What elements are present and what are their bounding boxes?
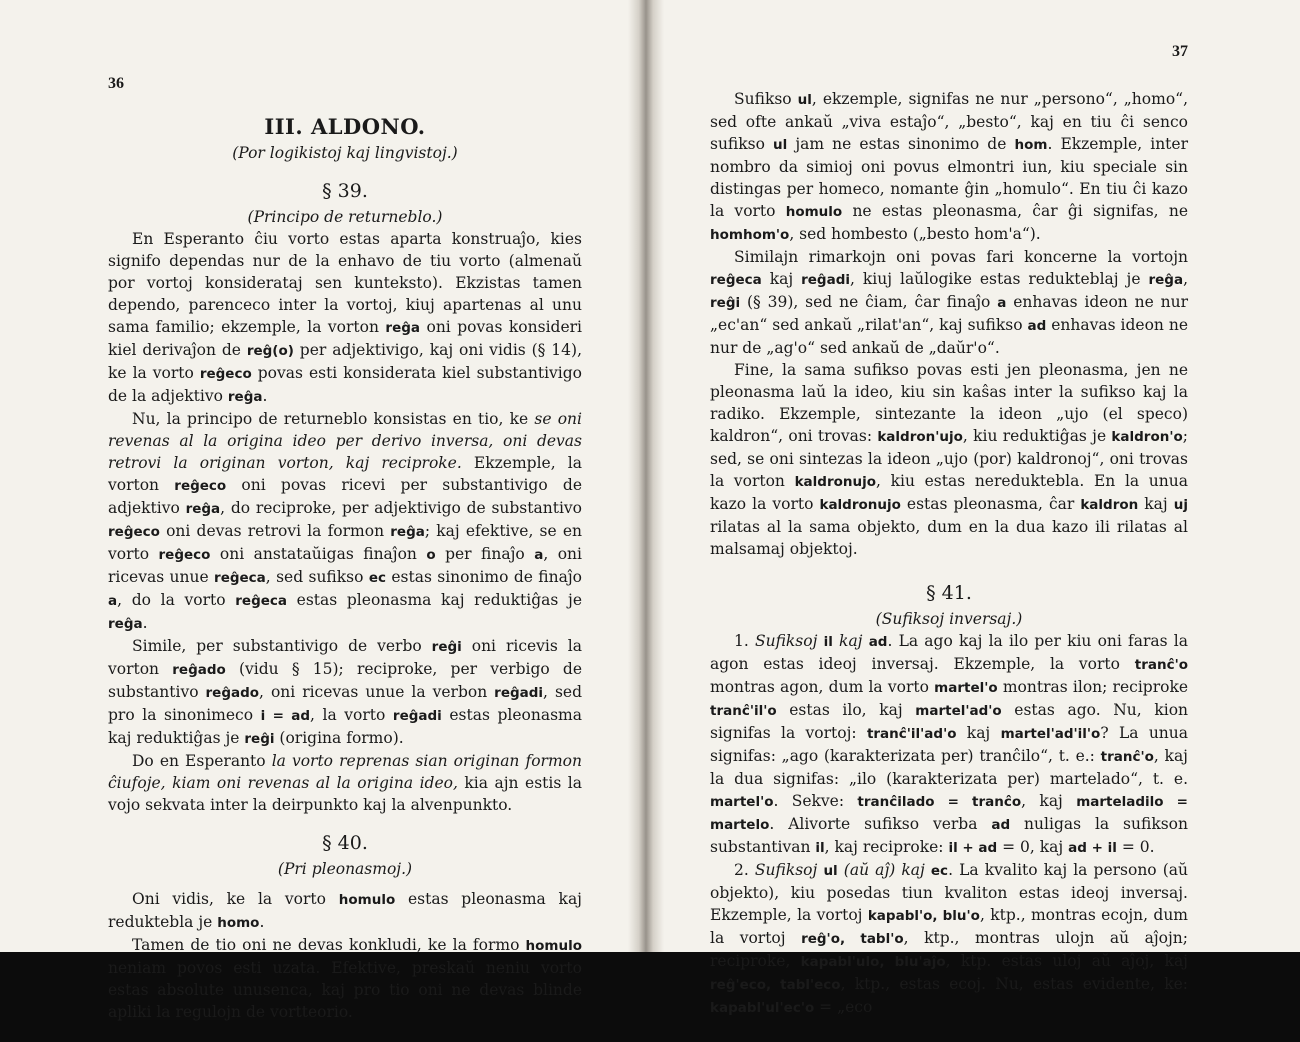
- bold-term: il: [815, 840, 825, 856]
- text-run: Sufikso: [734, 90, 798, 108]
- text-run: , ktp., estas ecoj. Nu, estas evidente, ke:: [840, 975, 1189, 993]
- left-page: [108, 0, 583, 1021]
- text-run: oni ricevis la vorton: [108, 637, 582, 678]
- page-number: 37: [1172, 43, 1188, 60]
- paragraph: [108, 750, 582, 816]
- paragraph: [108, 408, 582, 635]
- text-run: estas sinonimo de finaĵo: [385, 568, 582, 586]
- bold-term: reĝadi: [494, 685, 544, 701]
- text-run: oni povas ricevi per substantivigo de adjektivo: [108, 476, 583, 517]
- section-heading: § 39.: [322, 180, 368, 202]
- text-run: estas pleonasma, ĉar: [900, 495, 1081, 513]
- italic-text: se oni revenas al la origina ideo per derivo inversa, oni devas retrovi la originan vorton, kaj reciproke.: [108, 410, 582, 472]
- section-subtitle: (Pri pleonasmoj.): [277, 860, 413, 878]
- section-subtitle: (Sufiksoj inversaj.): [875, 610, 1023, 628]
- bold-term: ul: [797, 92, 812, 108]
- text-run: kia ajn estis la vojo sekvata inter la deirpunkto kaj la alvenpunkto.: [108, 774, 582, 814]
- bold-term: homhom'o: [710, 227, 790, 243]
- text-run: enhavas ideon ne nur „ec'an“ sed ankaŭ „rilat'an“, kaj sufikso: [710, 293, 1189, 334]
- book-gutter-shadow: [628, 0, 664, 952]
- text-run: , sed hombesto („besto hom'a“).: [789, 225, 1041, 243]
- text-run: , ekzemple, signifas ne nur „persono“, „homo“, sed ofte ankaŭ „viva estaĵo“, „besto“, kaj en tiu ĉi senco sufikso: [710, 90, 1188, 153]
- text-run: per adjektivigo, kaj oni vidis (§ 14), ke la vorto: [108, 341, 582, 382]
- text-run: Simile, per substantivigo de verbo: [132, 637, 432, 655]
- text-run: per finaĵo: [435, 545, 535, 563]
- bold-term: reĝa: [185, 501, 221, 517]
- text-run: ; kaj efektive, se en vorto: [108, 522, 583, 563]
- paragraph: [710, 88, 1188, 246]
- text-run: estas ago. Nu, kion signifas la vortoj:: [710, 701, 1189, 742]
- paragraph: [108, 888, 582, 934]
- text-run: rilatas al la sama objekto, dum en la dua kazo ili rilatas al malsamaj objektoj.: [710, 518, 1188, 558]
- text-run: = 0, kaj: [997, 838, 1069, 856]
- italic-text: Sufiksoj: [754, 632, 818, 650]
- bold-term: ad: [991, 817, 1011, 833]
- text-run: , ktp., montras ulojn aŭ aĵojn; reciproke,: [710, 929, 1188, 970]
- text-run: .: [259, 913, 265, 931]
- bold-term: ul: [823, 863, 838, 879]
- bold-term: reĝadi: [392, 708, 442, 724]
- bold-term: tranĉilado = tranĉo: [857, 794, 1022, 810]
- paragraph: [710, 859, 1188, 1019]
- italic-text: kaj: [839, 632, 863, 650]
- bold-term: reĝi: [431, 639, 462, 655]
- bold-term: reĝeco: [158, 547, 211, 563]
- text-run: estas pleonasma kaj reduktiĝas je: [287, 591, 582, 609]
- text-run: 2.: [734, 861, 755, 879]
- bold-term: reĝeco: [174, 478, 227, 494]
- bold-term: reĝado: [205, 685, 260, 701]
- text-run: . Alivorte sufikso verba: [769, 815, 992, 833]
- text-run: (vidu § 15); reciproke, per verbigo de substantivo: [108, 660, 582, 701]
- text-run: Fine, la sama sufikso povas esti jen pleonasma, jen ne pleonasma laŭ la ideo, kiu sin kaŝas inter la sufikso kaj la radiko. Ekzemple, sintezante la ideon „ujo (el speco) kaldron“, oni trovas:: [710, 361, 1188, 445]
- text-run: estas ilo, kaj: [776, 701, 916, 719]
- bold-term: kaldron: [1080, 497, 1139, 513]
- text-run: . Sekve:: [773, 792, 858, 810]
- paragraph: [108, 635, 582, 750]
- bold-term: reĝa: [227, 389, 263, 405]
- text-run: = „eco: [814, 998, 873, 1016]
- bold-term: kapabl'ulo, blu'aĵo: [800, 954, 946, 970]
- bold-term: uj: [1173, 497, 1189, 513]
- bold-term: kapabl'o, blu'o: [867, 908, 980, 924]
- section-heading: § 41.: [926, 582, 972, 604]
- text-run: , sed sufikso: [265, 568, 369, 586]
- left-page-text: [108, 112, 582, 1023]
- text-run: (§ 39), sed ne ĉiam, ĉar finaĵo: [740, 293, 998, 311]
- bold-term: a: [108, 593, 118, 609]
- bold-term: kaldron'o: [1111, 429, 1183, 445]
- bold-term: reĝa: [108, 616, 143, 632]
- text-run: , sed pro la sinonimeco: [108, 683, 582, 724]
- page-number: 36: [108, 75, 124, 92]
- text-run: nuligas la sufikson substantivan: [710, 815, 1188, 856]
- text-run: , kaj: [1021, 792, 1077, 810]
- text-run: Ekzemple, la vorton: [108, 454, 582, 494]
- bold-term: reĝeca: [214, 570, 266, 586]
- bold-term: tranĉ'o: [1134, 657, 1188, 673]
- right-page-text: [710, 88, 1188, 1019]
- bold-term: homulo: [338, 892, 396, 908]
- text-run: estas pleonasma kaj reduktebla je: [108, 890, 582, 931]
- bold-term: reĝi: [710, 295, 741, 311]
- bold-term: kaldronujo: [819, 497, 901, 513]
- text-run: montras ilon; reciproke: [997, 678, 1189, 696]
- section-subtitle: (Principo de returneblo.): [247, 208, 443, 226]
- text-run: Similajn rimarkojn oni povas fari koncerne la vortojn: [734, 248, 1188, 266]
- text-run: (origina formo).: [274, 729, 404, 747]
- text-run: ? La unua signifas: „ago (karakterizata per) tranĉilo“, t. e.:: [710, 724, 1189, 765]
- bold-term: kaldron'ujo: [877, 429, 963, 445]
- bold-term: il + ad: [948, 840, 998, 856]
- text-run: , la vorto: [310, 706, 393, 724]
- bold-term: reĝa: [385, 320, 421, 336]
- paragraph: [710, 359, 1188, 560]
- bold-term: tranĉ'il'ad'o: [866, 726, 957, 742]
- text-run: Do en Esperanto: [132, 752, 272, 770]
- text-run: enhavas ideon ne nur de „ag'o“ sed ankaŭ de „daŭr'o“.: [710, 316, 1188, 357]
- bold-term: ec: [368, 570, 386, 586]
- right-page: [710, 0, 1189, 1016]
- text-run: kaj: [956, 724, 1001, 742]
- text-run: , kiuj laŭlogike estas redukteblaj je: [850, 270, 1149, 288]
- text-run: ,: [1183, 270, 1188, 288]
- text-run: . La kvalito kaj la persono (aŭ objekto), kiu posedas tiun kvaliton estas ideoj inversaj. Ekzemple, la vortoj: [710, 861, 1188, 924]
- text-run: Nu, la principo de returneblo konsistas en tio, ke: [132, 410, 535, 428]
- text-run: estas pleonasma kaj reduktiĝas je: [108, 706, 582, 747]
- italic-text: la vorto reprenas sian originan formon ĉiufoje, kiam oni revenas al la origina ideo,: [108, 752, 582, 792]
- text-run: povas esti konsiderata kiel substantivigo de la adjektivo: [108, 364, 582, 405]
- bold-term: a: [534, 547, 544, 563]
- text-run: , ktp., montras ecojn, dum la vortoj: [710, 906, 1188, 947]
- text-run: = 0.: [1116, 838, 1155, 856]
- text-run: , oni ricevas unue: [108, 545, 582, 586]
- bold-term: martel'o: [934, 680, 998, 696]
- text-run: kaj: [1138, 495, 1174, 513]
- part-subtitle: (Por logikistoj kaj lingvistoj.): [232, 144, 458, 162]
- text-run: oni anstataŭigas finaĵon: [210, 545, 427, 563]
- bold-term: reĝeca: [235, 593, 287, 609]
- bold-term: ad + il: [1068, 840, 1117, 856]
- text-run: , do reciproke, per adjektivigo de substantivo: [220, 499, 582, 517]
- bold-term: homulo: [525, 938, 582, 954]
- bold-term: ad: [1027, 318, 1047, 334]
- bold-term: reĝ'o, tabl'o: [801, 931, 904, 947]
- bold-term: marteladilo = martelo: [710, 794, 1188, 833]
- text-run: kaj: [761, 270, 802, 288]
- text-run: .: [262, 387, 268, 405]
- paragraph: [108, 934, 582, 1023]
- text-run: oni devas retrovi la formon: [159, 522, 391, 540]
- bold-term: a: [997, 295, 1007, 311]
- bold-term: hom: [1014, 137, 1048, 153]
- bold-term: reĝadi: [801, 272, 850, 288]
- text-run: oni povas konsideri kiel derivaĵon de: [108, 318, 582, 359]
- text-run: . La ago kaj la ilo per kiu oni faras la agon estas ideoj inversaj. Ekzemple, la vorto: [710, 632, 1188, 673]
- text-run: ne estas pleonasma, ĉar ĝi signifas, ne: [842, 202, 1188, 220]
- text-run: jam ne estas sinonimo de: [787, 135, 1015, 153]
- paragraph: [710, 630, 1188, 859]
- bold-term: reĝ(o): [246, 343, 294, 359]
- paragraph: [710, 246, 1188, 359]
- bold-term: o: [426, 547, 436, 563]
- italic-text: (aŭ aĵ) kaj: [843, 861, 925, 879]
- italic-text: Sufiksoj: [754, 861, 818, 879]
- bold-term: ul: [773, 137, 788, 153]
- part-title: III. ALDONO.: [264, 114, 426, 139]
- bold-term: reĝeca: [710, 272, 762, 288]
- bold-term: ad: [868, 634, 888, 650]
- text-run: 1.: [734, 632, 755, 650]
- bold-term: martel'ad'o: [915, 703, 1002, 719]
- bold-term: i = ad: [260, 708, 311, 724]
- bold-term: reĝeco: [108, 524, 160, 540]
- text-run: Oni vidis, ke la vorto: [132, 890, 339, 908]
- bold-term: reĝado: [172, 662, 226, 678]
- text-run: . Ekzemple, inter nombro da simioj oni povus elmontri iun, kiu speciale sin distingas per homeco, nomante ĝin „homulo“. En tiu ĉi kazo la vorto: [710, 135, 1188, 220]
- text-run: En Esperanto ĉiu vorto estas aparta konstruaĵo, kies signifo dependas nur de la enhavo de tiu vorto (almenaŭ por vortoj konsiderataj sen kunteksto). Ekzistas tamen dependo, parenceco inter la vortoj, kiuj apartenas al unu sama familio; ekzemple, la vorton: [108, 230, 582, 336]
- bold-term: reĝeco: [199, 366, 252, 382]
- paragraph: [108, 228, 582, 408]
- bold-term: tranĉ'o: [1100, 749, 1154, 765]
- text-run: , ktp. estas uloj aŭ aĵoj, kaj: [945, 952, 1188, 970]
- bold-term: ec: [930, 863, 949, 879]
- bold-term: reĝa: [1148, 272, 1184, 288]
- text-run: , kaj la dua signifas: „ilo (karakterizata per) martelado“, t. e.: [710, 747, 1188, 788]
- bold-term: il: [823, 634, 833, 650]
- bold-term: kaldronujo: [794, 474, 877, 490]
- bold-term: reĝa: [390, 524, 425, 540]
- text-run: ; sed, se oni sintezas la ideon „ujo (por) kaldronoj“, oni trovas la vorton: [710, 427, 1188, 490]
- bold-term: reĝ'eco, tabl'eco: [710, 977, 841, 993]
- text-run: montras agon, dum la vorto: [710, 678, 935, 696]
- bold-term: kapabl'ul'ec'o: [710, 1000, 815, 1016]
- text-run: neniam povos esti uzata. Efektive, preskaŭ neniu vorto estas absolute unusenca, kaj pro tio oni ne devas blinde apliki la regulojn de vortteorio.: [108, 959, 582, 1021]
- section-heading: § 40.: [322, 832, 368, 854]
- bold-term: homo: [217, 915, 260, 931]
- bold-term: martel'o: [710, 794, 774, 810]
- text-run: Tamen de tio oni ne devas konkludi, ke la formo: [132, 936, 526, 954]
- text-run: .: [142, 614, 148, 632]
- text-run: , do la vorto: [117, 591, 236, 609]
- bold-term: homulo: [785, 204, 843, 220]
- text-run: , kaj reciproke:: [824, 838, 949, 856]
- bold-term: reĝi: [244, 731, 275, 747]
- text-run: , kiu estas nereduktebla. En la unua kazo la vorto: [710, 472, 1188, 513]
- bold-term: martel'ad'il'o: [1000, 726, 1101, 742]
- bold-term: tranĉ'il'o: [710, 703, 777, 719]
- text-run: , kiu reduktiĝas je: [962, 427, 1112, 445]
- text-run: , oni ricevas unue la verbon: [259, 683, 495, 701]
